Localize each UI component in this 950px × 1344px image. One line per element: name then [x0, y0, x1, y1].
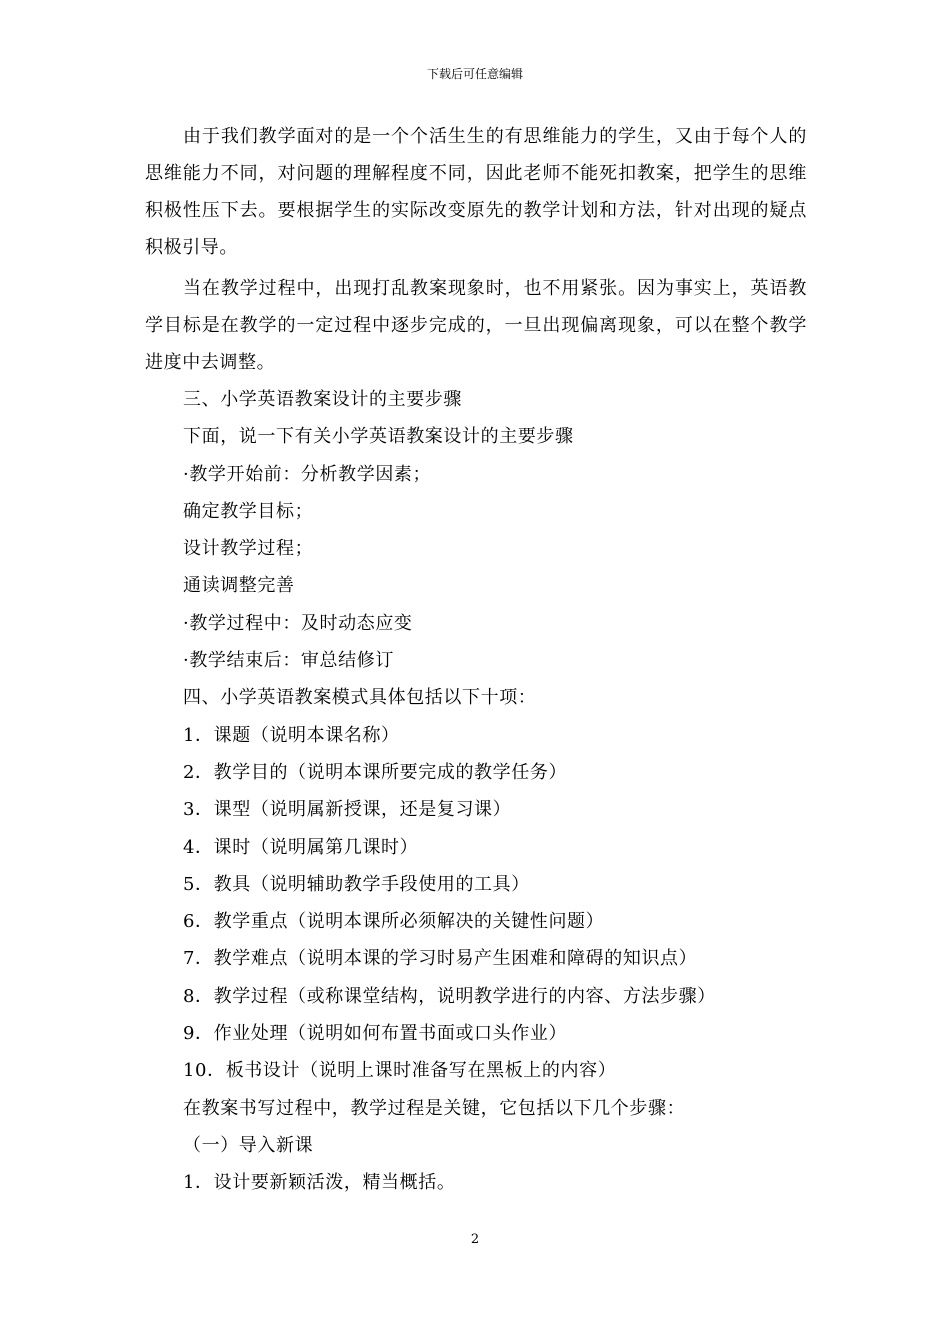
bullet-item: ·教学开始前：分析教学因素；	[183, 463, 432, 485]
section-heading-4: 四、小学英语教案模式具体包括以下十项：	[183, 687, 537, 709]
document-body	[145, 118, 807, 1202]
list-item: 7．教学难点（说明本课的学习时易产生困难和障碍的知识点）	[183, 948, 698, 970]
section-heading-3: 三、小学英语教案设计的主要步骤	[183, 389, 462, 410]
list-item: 9．作业处理（说明如何布置书面或口头作业）	[183, 1023, 568, 1045]
subsection-heading: （一）导入新课	[183, 1134, 314, 1156]
paragraph-2: 当在教学过程中，出现打乱教案现象时，也不用紧张。因为事实上，英语教学目标是在教学的一定过程中逐步完成的，一旦出现偏离现象，可以在整个教学进度中去调整。	[145, 278, 807, 373]
paragraph-1: 由于我们教学面对的是一个个活生生的有思维能力的学生，又由于每个人的思维能力不同，对问题的理解程度不同，因此老师不能死扣教案，把学生的思维积极性压下去。要根据学生的实际改变原先的教学计划和方法，针对出现的疑点积极引导。	[145, 126, 807, 258]
list-item: 2．教学目的（说明本课所要完成的教学任务）	[183, 761, 568, 783]
list-item: 3．课型（说明属新授课，还是复习课）	[183, 799, 512, 821]
list-item: 5．教具（说明辅助教学手段使用的工具）	[183, 873, 530, 895]
list-item: 10．板书设计（说明上课时准备写在黑板上的内容）	[183, 1060, 617, 1082]
text-line: 下面，说一下有关小学英语教案设计的主要步骤	[183, 426, 574, 448]
text-line: 确定教学目标；	[183, 500, 314, 522]
list-item: 8．教学过程（或称课堂结构，说明教学进行的内容、方法步骤）	[183, 985, 716, 1007]
text-line: 设计教学过程；	[183, 538, 314, 560]
text-line: 通读调整完善	[183, 575, 295, 597]
list-item: 4．课时（说明属第几课时）	[183, 836, 419, 858]
bullet-item: ·教学过程中：及时动态应变	[183, 612, 413, 634]
list-item: 6．教学重点（说明本课所必须解决的关键性问题）	[183, 911, 605, 933]
list-item: 1．课题（说明本课名称）	[183, 724, 400, 746]
list-item: 1．设计要新颖活泼，精当概括。	[183, 1172, 456, 1194]
page-number: 2	[470, 1232, 480, 1247]
text-line: 在教案书写过程中，教学过程是关键，它包括以下几个步骤：	[183, 1097, 686, 1119]
page-header: 下载后可任意编辑	[426, 67, 523, 81]
bullet-item: ·教学结束后：审总结修订	[183, 650, 394, 672]
